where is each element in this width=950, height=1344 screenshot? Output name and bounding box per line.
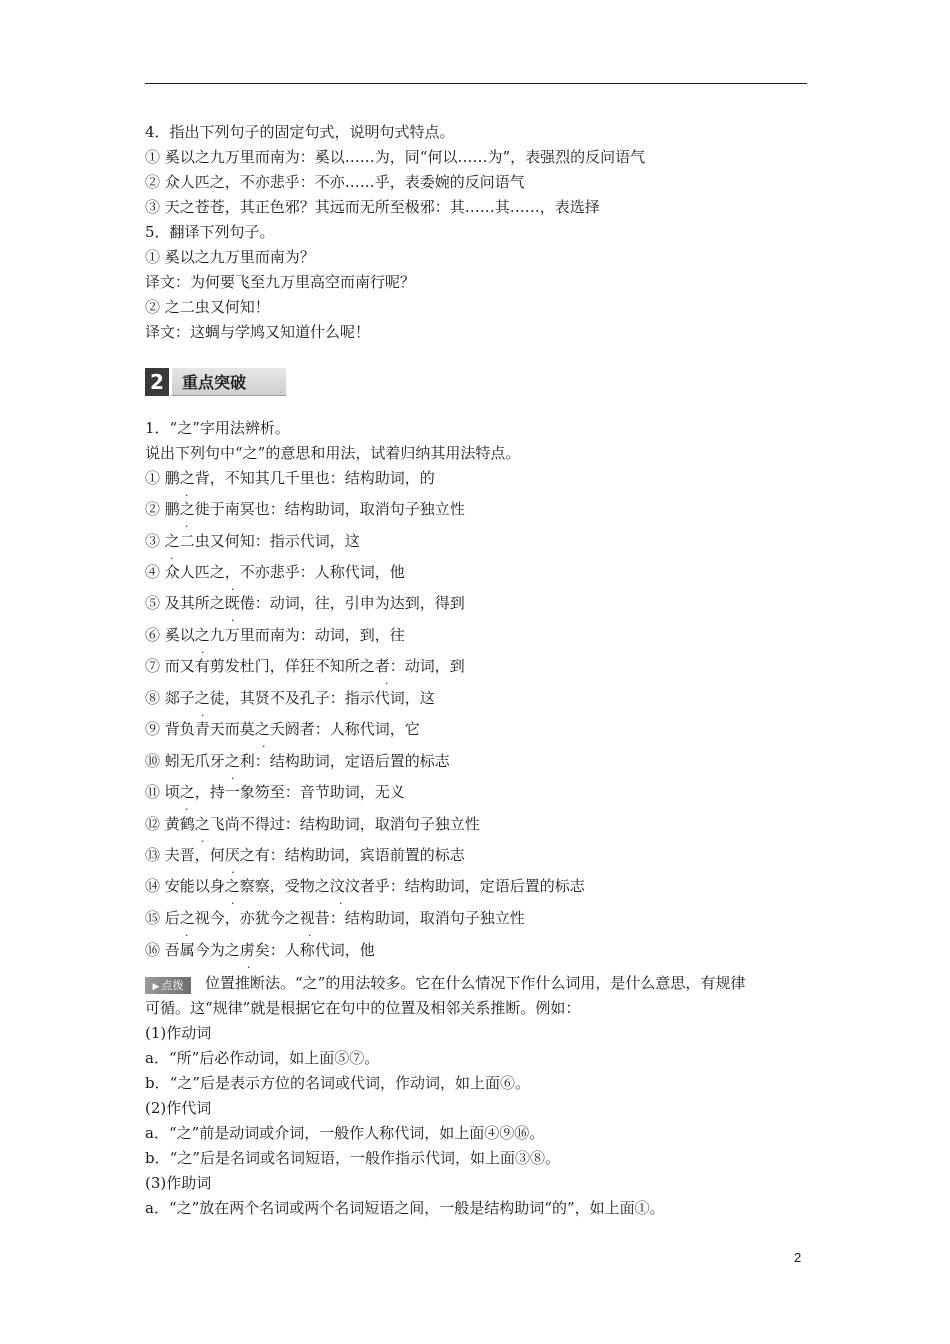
analysis-intro: 说出下列句中“之”的意思和用法，试着归纳其用法特点。	[145, 444, 521, 462]
analysis-item: ⑤ 及其所之既倦：动词，往，引申为达到，得到	[145, 594, 465, 612]
section-number: 2	[145, 368, 169, 396]
emphasis-dot: .	[231, 580, 235, 593]
question-5-item: 译文：为何要飞至九万里高空而南行呢？	[145, 273, 416, 291]
header-rule	[145, 83, 807, 84]
analysis-item: ⑮ 后之视今，亦犹今之视昔：结构助词，取消句子独立性	[145, 909, 525, 927]
question-5-item: ① 奚以之九万里而南为？	[145, 248, 315, 266]
emphasis-dot: .	[201, 706, 205, 719]
emphasis-dot: .	[308, 926, 312, 939]
tip-line	[145, 973, 745, 993]
question-4-item: ③ 天之苍苍，其正色邪？其远而无所至极邪：其……其……，表选择	[145, 198, 600, 216]
emphasis-dot: .	[339, 894, 343, 907]
tip-badge-label: 点拨	[161, 979, 184, 992]
analysis-item: ⑨ 背负青天而莫之夭阏者：人称代词，它	[145, 720, 420, 738]
emphasis-dot: .	[170, 549, 174, 562]
analysis-item: ① 鹏之背，不知其几千里也：结构助词，的	[145, 469, 435, 487]
emphasis-dot: .	[262, 737, 266, 750]
question-4-item: ① 奚以之九万里而南为：奚以……为，同“何以……为”，表强烈的反问语气	[145, 148, 646, 166]
section-title: 重点突破	[172, 368, 286, 396]
analysis-title: 1．“之”字用法辨析。	[145, 419, 290, 437]
analysis-item: ⑧ 郯子之徒，其贤不及孔子：指示代词，这	[145, 689, 435, 707]
analysis-item: ④ 众人匹之，不亦悲乎：人称代词，他	[145, 563, 405, 581]
question-5-title: 5．翻译下列句子。	[145, 223, 275, 241]
question-4-item: ② 众人匹之，不亦悲乎：不亦……乎，表委婉的反问语气	[145, 173, 525, 191]
question-5-item: 译文：这蜩与学鸠又知道什么呢！	[145, 323, 371, 341]
analysis-item: ⑪ 顷之，持一象笏至：音节助词，无义	[145, 783, 405, 801]
tip-line: (2)作代词	[145, 1099, 212, 1117]
analysis-item: ⑭ 安能以身之察察，受物之汶汶者乎：结构助词，定语后置的标志	[145, 877, 585, 895]
emphasis-dot: .	[185, 517, 189, 530]
question-4-title: 4．指出下列句子的固定句式，说明句式特点。	[145, 123, 455, 141]
tip-line: 可循。这“规律”就是根据它在句中的位置及相邻关系推断。例如：	[145, 999, 581, 1017]
section-heading	[145, 368, 286, 396]
play-arrow-icon: ▶	[152, 982, 160, 992]
analysis-item: ⑫ 黄鹤之飞尚不得过：结构助词，取消句子独立性	[145, 815, 480, 833]
tip-line: a．“之”放在两个名词或两个名词短语之间，一般是结构助词“的”，如上面①。	[145, 1199, 665, 1217]
emphasis-dot: .	[185, 486, 189, 499]
analysis-item: ③ 之二虫又何知：指示代词，这	[145, 532, 360, 550]
tip-line: a．“之”前是动词或介词，一般作人称代词，如上面④⑨⑯。	[145, 1124, 545, 1142]
emphasis-dot: .	[185, 926, 189, 939]
question-5-item: ② 之二虫又何知！	[145, 298, 270, 316]
emphasis-dot: .	[231, 863, 235, 876]
emphasis-dot: .	[231, 769, 235, 782]
tip-line: b．“之”后是名词或名词短语，一般作指示代词，如上面③⑧。	[145, 1149, 560, 1167]
tip-badge	[145, 977, 191, 994]
emphasis-dot: .	[201, 832, 205, 845]
analysis-item: ⑯ 吾属今为之虏矣：人称代词，他	[145, 941, 375, 959]
tip-line: (3)作助词	[145, 1174, 212, 1192]
emphasis-dot: .	[231, 611, 235, 624]
emphasis-dot: .	[201, 643, 205, 656]
tip-line: a．“所”后必作动词，如上面⑤⑦。	[145, 1049, 380, 1067]
analysis-item: ⑦ 而又有剪发杜门，佯狂不知所之者：动词，到	[145, 657, 465, 675]
tip-line: (1)作动词	[145, 1024, 212, 1042]
analysis-item: ⑥ 奚以之九万里而南为：动词，到，往	[145, 626, 405, 644]
emphasis-dot: .	[231, 894, 235, 907]
page-number: 2	[794, 1250, 802, 1265]
analysis-item: ② 鹏之徙于南冥也：结构助词，取消句子独立性	[145, 500, 465, 518]
tip-line: b．“之”后是表示方位的名词或代词，作动词，如上面⑥。	[145, 1074, 530, 1092]
emphasis-dot: .	[247, 958, 251, 971]
analysis-item: ⑬ 夫晋，何厌之有：结构助词，宾语前置的标志	[145, 846, 465, 864]
emphasis-dot: .	[185, 800, 189, 813]
tip-text: 位置推断法。“之”的用法较多。它在什么情况下作什么词用，是什么意思，有规律	[205, 974, 746, 992]
analysis-item: ⑩ 蚓无爪牙之利：结构助词，定语后置的标志	[145, 752, 450, 770]
emphasis-dot: .	[385, 674, 389, 687]
